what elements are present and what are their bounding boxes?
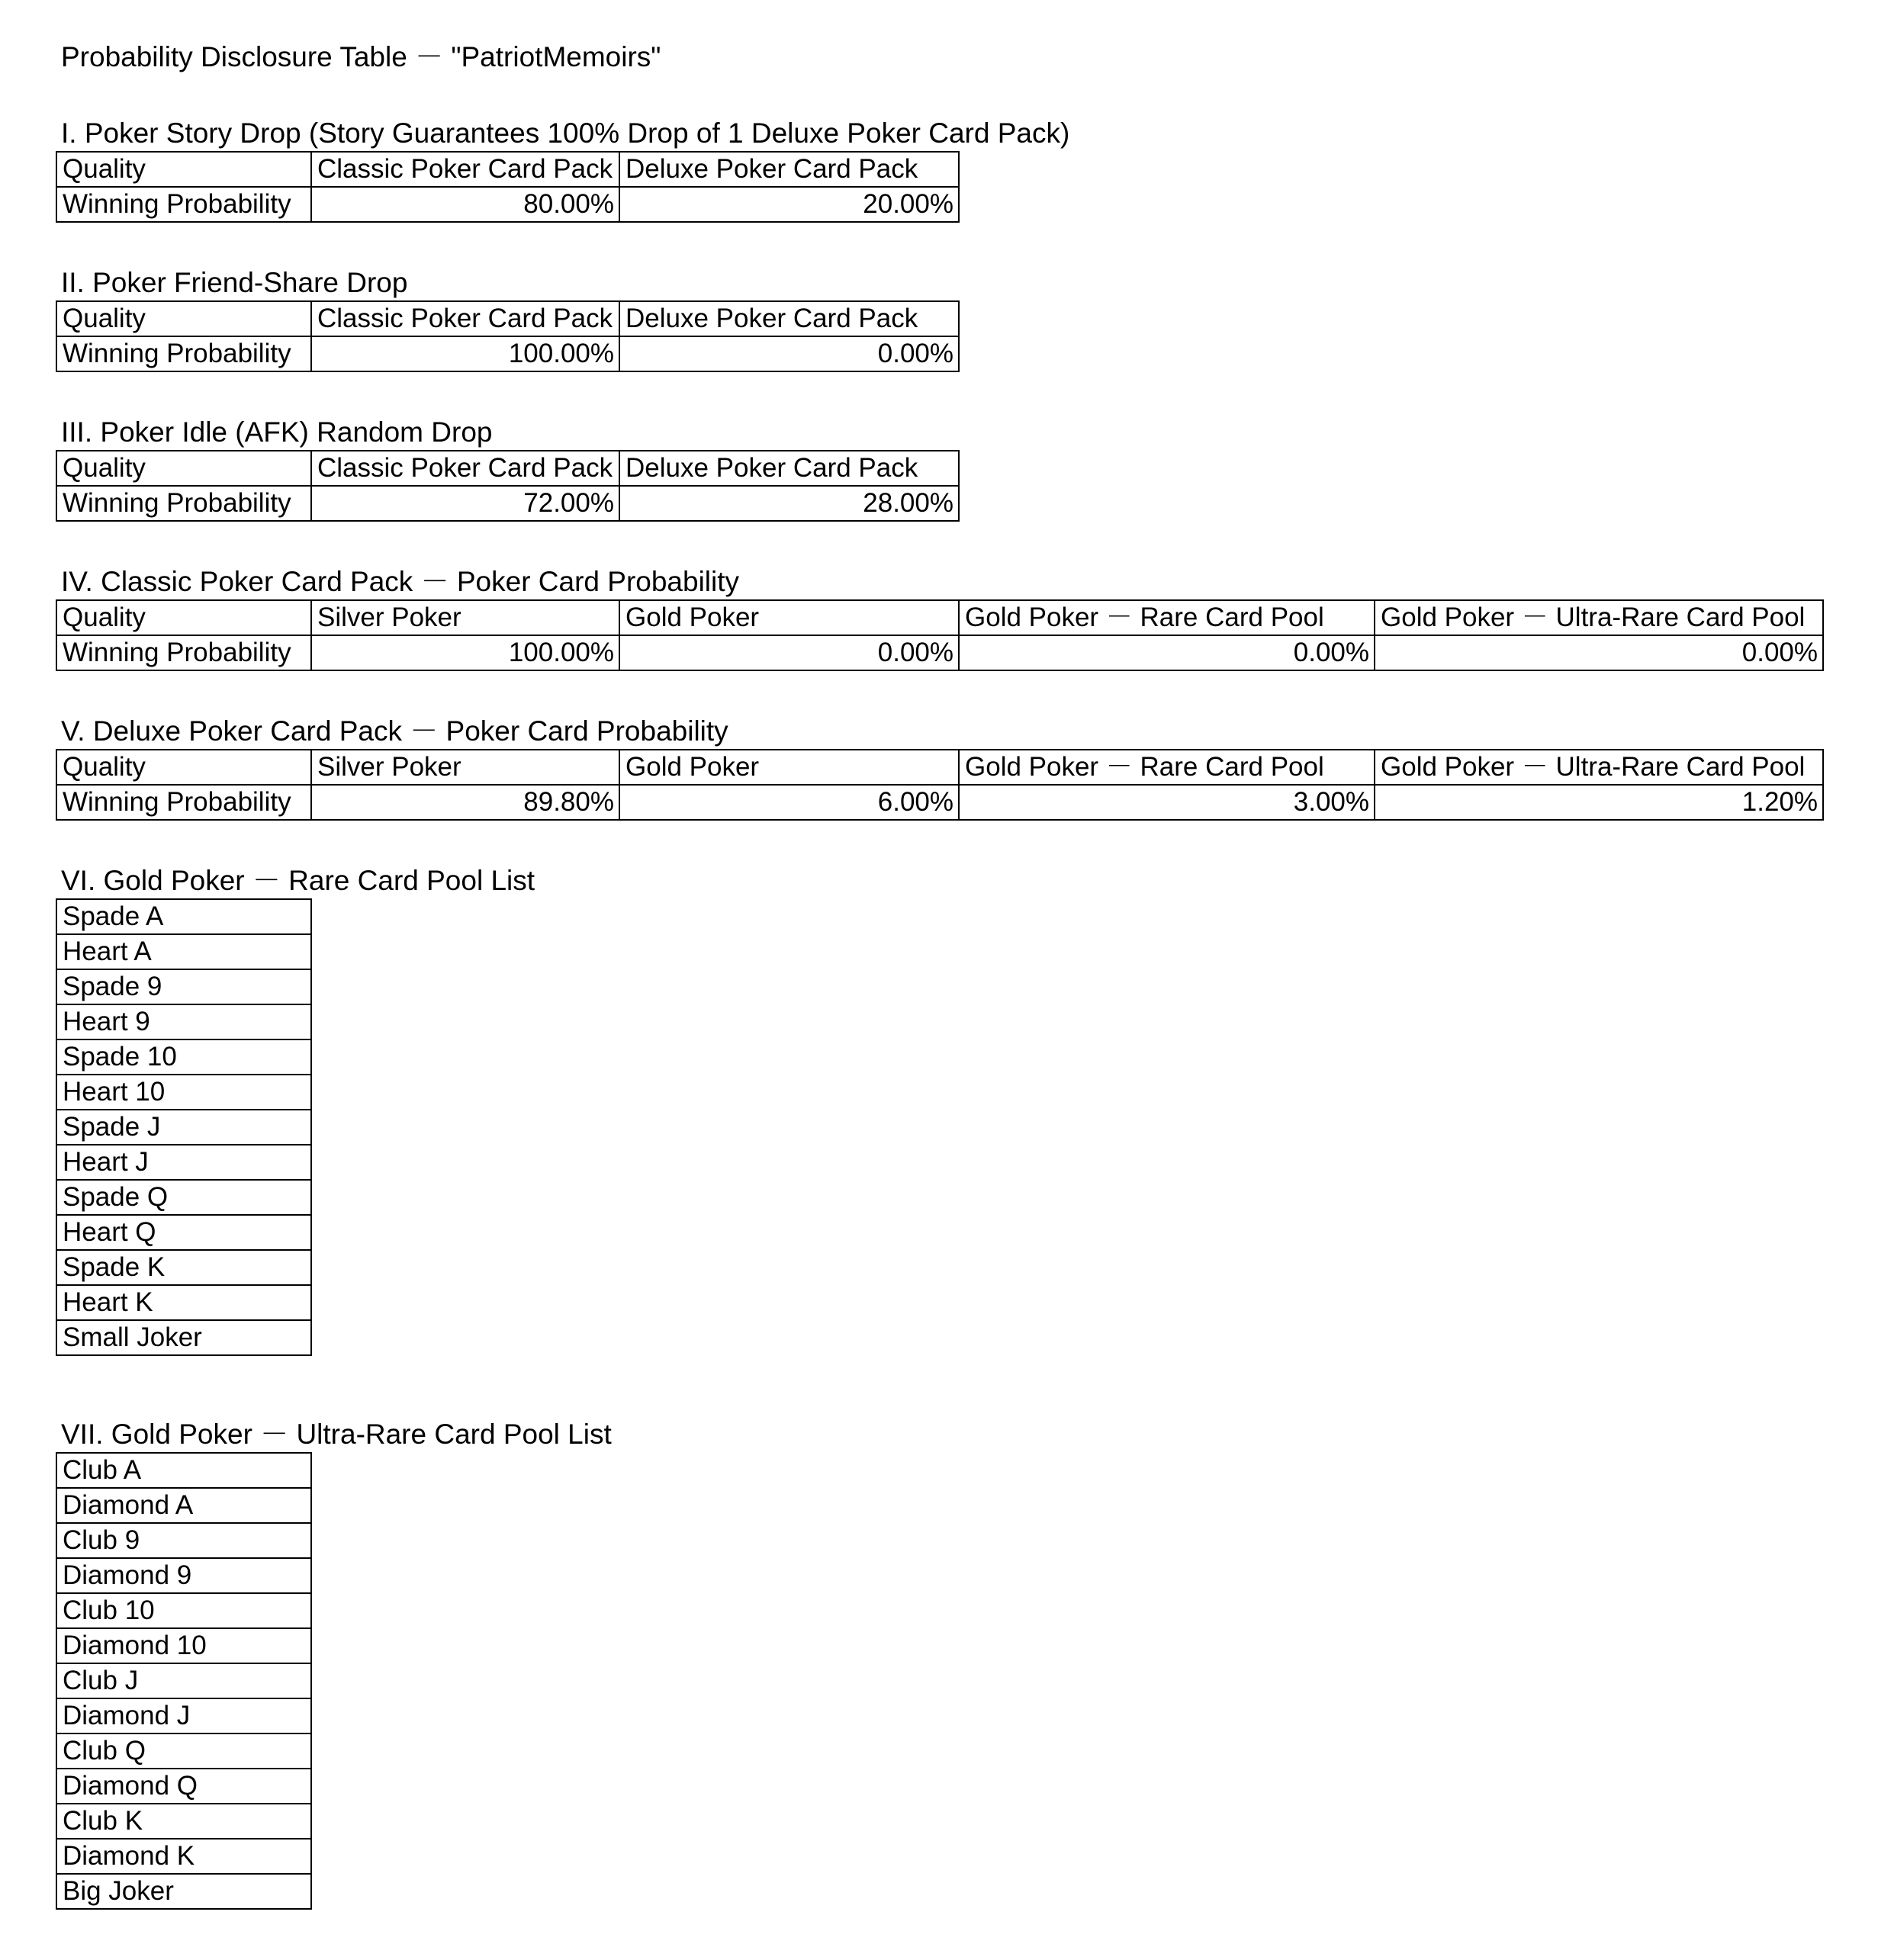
card-name-cell: Diamond 9 — [56, 1558, 311, 1593]
card-pool-list — [56, 1452, 312, 1910]
section-title: VI. Gold Poker － Rare Card Pool List — [61, 865, 535, 896]
table-header-row — [56, 750, 1823, 785]
card-name-cell: Spade A — [56, 899, 311, 934]
probability-cell: 0.00% — [1375, 635, 1823, 670]
list-item — [56, 1874, 311, 1909]
table-row — [56, 785, 1823, 820]
table-header-row — [56, 451, 959, 486]
header-cell: Quality — [56, 301, 311, 336]
list-item — [56, 1145, 311, 1180]
card-name-cell: Diamond Q — [56, 1769, 311, 1804]
section-deluxe-pack-probability — [56, 714, 1824, 821]
row-label-cell: Winning Probability — [56, 486, 311, 521]
probability-cell: 28.00% — [619, 486, 959, 521]
card-name-cell: Heart A — [56, 934, 311, 969]
card-pool-list — [56, 898, 312, 1356]
card-name-cell: Club 9 — [56, 1523, 311, 1558]
probability-cell: 3.00% — [959, 785, 1375, 820]
section-friend-share-drop — [56, 265, 960, 372]
probability-cell: 80.00% — [311, 187, 619, 222]
list-item — [56, 1110, 311, 1145]
probability-cell: 100.00% — [311, 635, 619, 670]
card-name-cell: Spade K — [56, 1250, 311, 1285]
list-item — [56, 1733, 311, 1769]
header-cell: Gold Poker － Rare Card Pool — [959, 750, 1375, 785]
header-cell: Quality — [56, 600, 311, 635]
list-item — [56, 1453, 311, 1488]
probability-cell: 20.00% — [619, 187, 959, 222]
list-item — [56, 1488, 311, 1523]
card-name-cell: Heart J — [56, 1145, 311, 1180]
probability-table — [56, 151, 960, 223]
probability-cell: 1.20% — [1375, 785, 1823, 820]
list-item — [56, 1839, 311, 1874]
header-cell: Quality — [56, 152, 311, 187]
header-cell: Gold Poker － Ultra-Rare Card Pool — [1375, 600, 1823, 635]
card-name-cell: Big Joker — [56, 1874, 311, 1909]
card-name-cell: Club J — [56, 1663, 311, 1698]
card-name-cell: Heart Q — [56, 1215, 311, 1250]
card-name-cell: Spade 9 — [56, 969, 311, 1004]
card-name-cell: Heart 9 — [56, 1004, 311, 1039]
table-row — [56, 635, 1823, 670]
row-label-cell: Winning Probability — [56, 635, 311, 670]
list-item — [56, 1250, 311, 1285]
header-cell: Gold Poker － Ultra-Rare Card Pool — [1375, 750, 1823, 785]
list-item — [56, 1215, 311, 1250]
card-name-cell: Heart 10 — [56, 1075, 311, 1110]
card-name-cell: Spade 10 — [56, 1039, 311, 1075]
list-item — [56, 1628, 311, 1663]
header-cell: Classic Poker Card Pack — [311, 152, 619, 187]
header-cell: Deluxe Poker Card Pack — [619, 152, 959, 187]
card-name-cell: Diamond K — [56, 1839, 311, 1874]
section-title: I. Poker Story Drop (Story Guarantees 100% Drop of 1 Deluxe Poker Card Pack) — [61, 117, 1070, 149]
list-item — [56, 1039, 311, 1075]
table-row — [56, 187, 959, 222]
card-name-cell: Club Q — [56, 1733, 311, 1769]
list-item — [56, 1663, 311, 1698]
header-cell: Silver Poker — [311, 750, 619, 785]
list-item — [56, 1004, 311, 1039]
section-title: VII. Gold Poker － Ultra-Rare Card Pool List — [61, 1419, 612, 1450]
card-name-cell: Spade J — [56, 1110, 311, 1145]
probability-table — [56, 450, 960, 522]
header-cell: Gold Poker — [619, 750, 959, 785]
section-rare-card-pool-list — [56, 863, 535, 1356]
probability-cell: 6.00% — [619, 785, 959, 820]
table-header-row — [56, 600, 1823, 635]
card-name-cell: Heart K — [56, 1285, 311, 1320]
probability-table — [56, 599, 1824, 671]
table-header-row — [56, 301, 959, 336]
list-item — [56, 1523, 311, 1558]
header-cell: Quality — [56, 451, 311, 486]
card-name-cell: Small Joker — [56, 1320, 311, 1355]
header-cell: Deluxe Poker Card Pack — [619, 451, 959, 486]
card-name-cell: Club 10 — [56, 1593, 311, 1628]
card-name-cell: Diamond A — [56, 1488, 311, 1523]
header-cell: Classic Poker Card Pack — [311, 301, 619, 336]
header-cell: Gold Poker — [619, 600, 959, 635]
card-name-cell: Diamond 10 — [56, 1628, 311, 1663]
section-title: IV. Classic Poker Card Pack － Poker Card Probability — [61, 566, 740, 597]
page-title: Probability Disclosure Table － "PatriotMemoirs" — [61, 41, 661, 72]
header-cell: Gold Poker － Rare Card Pool — [959, 600, 1375, 635]
probability-cell: 0.00% — [959, 635, 1375, 670]
table-row — [56, 486, 959, 521]
list-item — [56, 934, 311, 969]
probability-cell: 100.00% — [311, 336, 619, 371]
list-item — [56, 1320, 311, 1355]
row-label-cell: Winning Probability — [56, 785, 311, 820]
section-story-drop — [56, 116, 1069, 223]
header-cell: Classic Poker Card Pack — [311, 451, 619, 486]
card-name-cell: Diamond J — [56, 1698, 311, 1733]
row-label-cell: Winning Probability — [56, 187, 311, 222]
list-item — [56, 1804, 311, 1839]
section-title: II. Poker Friend-Share Drop — [61, 267, 408, 298]
probability-cell: 89.80% — [311, 785, 619, 820]
section-idle-random-drop — [56, 415, 960, 522]
probability-table — [56, 300, 960, 372]
header-cell: Quality — [56, 750, 311, 785]
section-classic-pack-probability — [56, 564, 1824, 671]
list-item — [56, 1285, 311, 1320]
table-header-row — [56, 152, 959, 187]
list-item — [56, 1558, 311, 1593]
list-item — [56, 1593, 311, 1628]
list-item — [56, 1698, 311, 1733]
list-item — [56, 1180, 311, 1215]
probability-cell: 0.00% — [619, 336, 959, 371]
probability-cell: 0.00% — [619, 635, 959, 670]
section-ultra-rare-card-pool-list — [56, 1417, 612, 1910]
list-item — [56, 1769, 311, 1804]
section-title: V. Deluxe Poker Card Pack － Poker Card Probability — [61, 715, 728, 747]
probability-cell: 72.00% — [311, 486, 619, 521]
probability-table — [56, 749, 1824, 821]
list-item — [56, 969, 311, 1004]
section-title: III. Poker Idle (AFK) Random Drop — [61, 416, 493, 448]
header-cell: Deluxe Poker Card Pack — [619, 301, 959, 336]
row-label-cell: Winning Probability — [56, 336, 311, 371]
header-cell: Silver Poker — [311, 600, 619, 635]
card-name-cell: Spade Q — [56, 1180, 311, 1215]
card-name-cell: Club K — [56, 1804, 311, 1839]
table-row — [56, 336, 959, 371]
list-item — [56, 1075, 311, 1110]
list-item — [56, 899, 311, 934]
card-name-cell: Club A — [56, 1453, 311, 1488]
